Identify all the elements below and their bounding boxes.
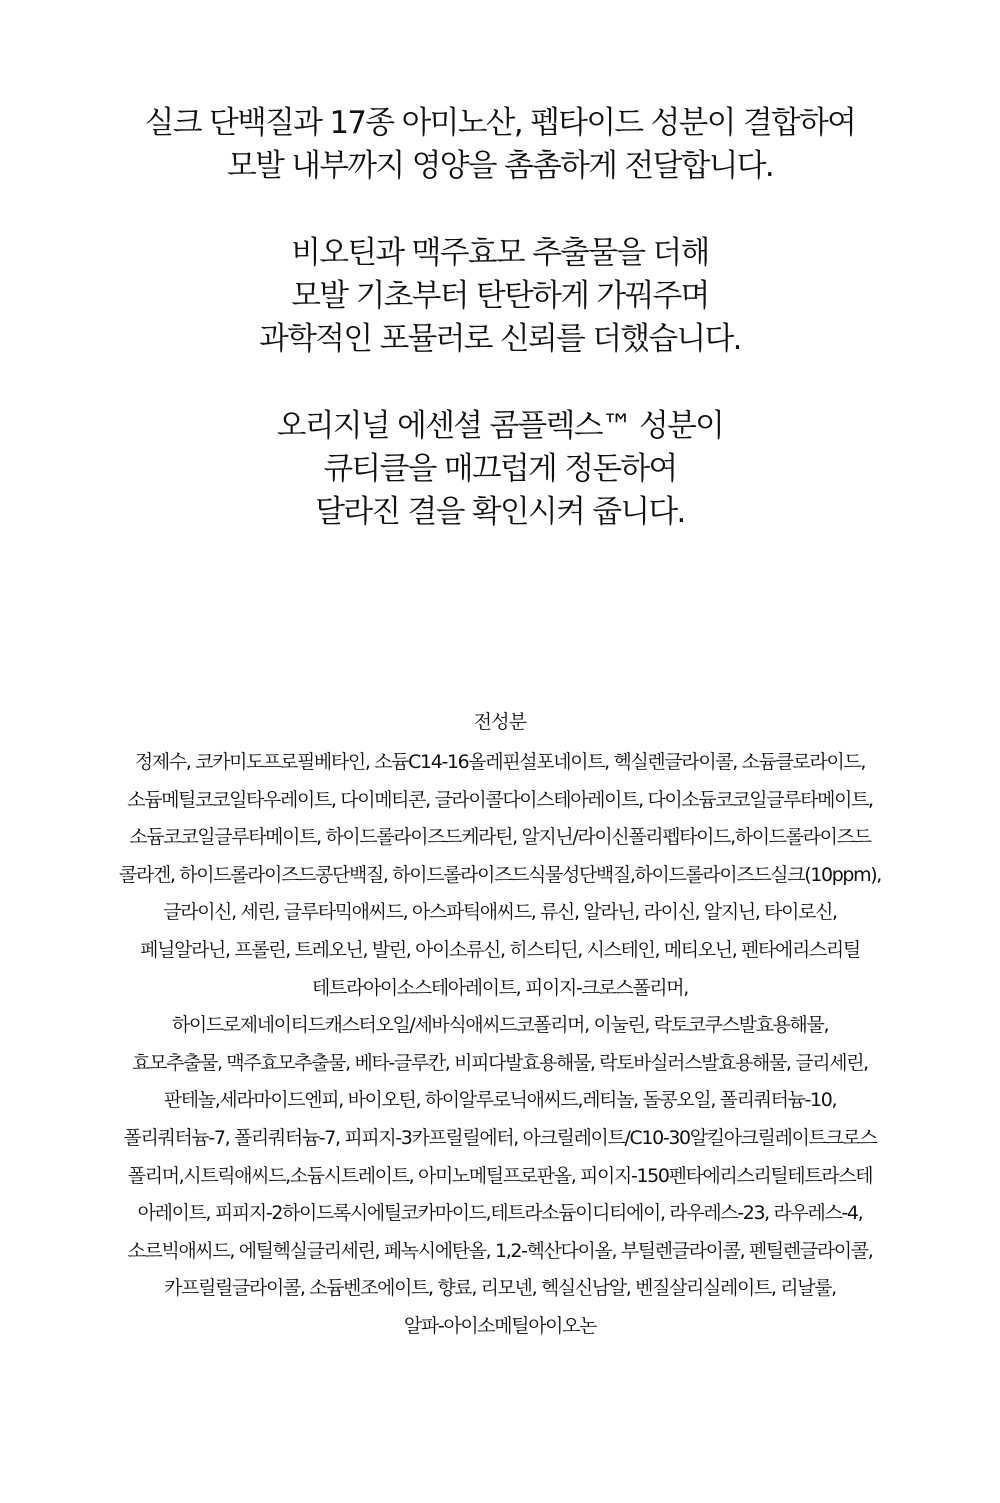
ingredients-line: 테트라아이소스테아레이트, 피이지-크로스폴리머, [312,976,688,999]
intro-paragraph-1 [0,102,1000,188]
intro-line: 과학적인 포뮬러로 신뢰를 더했습니다. [259,321,741,357]
ingredients-list [20,744,980,1346]
ingredients-line: 효모추출물, 맥주효모추출물, 베타-글루칸, 비피다발효용해물, 락토바실러스발효용해물, 글리세린, [132,1051,868,1074]
intro-line: 비오틴과 맥주효모 추출물을 더해 [291,235,709,271]
ingredients-line: 알파-아이소메틸아이오논 [403,1314,597,1337]
ingredients-line: 판테놀,세라마이드엔피, 바이오틴, 하이알루로닉애씨드,레티놀, 돌콩오일, 폴리쿼터늄-10, [163,1089,837,1112]
intro-line: 모발 내부까지 영양을 촘촘하게 전달합니다. [227,148,773,184]
intro-line: 달라진 결을 확인시켜 줍니다. [315,494,685,530]
ingredients-line: 폴리머,시트릭애씨드,소듐시트레이트, 아미노메틸프로판올, 피이지-150펜타에리스리틸테트라스테 [127,1164,873,1187]
ingredients-line: 페닐알라닌, 프롤린, 트레오닌, 발린, 아이소류신, 히스티딘, 시스테인, 메티오닌, 펜타에리스리틸 [140,938,860,961]
ingredients-line: 소듐메틸코코일타우레이트, 다이메티콘, 글라이콜다이스테아레이트, 다이소듐코코일글루타메이트, [127,788,873,811]
ingredients-line: 소르빅애씨드, 에틸헥실글리세린, 페녹시에탄올, 1,2-헥산다이올, 부틸렌글라이콜, 펜틸렌글라이콜, [127,1239,873,1262]
intro-line: 오리지널 에센셜 콤플렉스™ 성분이 [276,408,724,444]
ingredients-line: 콜라겐, 하이드롤라이즈드콩단백질, 하이드롤라이즈드식물성단백질,하이드롤라이즈드실크(10ppm), [119,863,881,886]
ingredients-section [20,706,980,1346]
ingredients-line: 카프릴릴글라이콜, 소듐벤조에이트, 향료, 리모넨, 헥실신남알, 벤질살리실레이트, 리날룰, [164,1277,836,1300]
ingredients-line: 폴리쿼터늄-7, 폴리쿼터늄-7, 피피지-3카프릴릴에터, 아크릴레이트/C10-30알킬아크릴레이트크로스 [123,1126,877,1149]
ingredients-line: 아레이트, 피피지-2하이드록시에틸코카마이드,테트라소듐이디티에이, 라우레스-23, 라우레스-4, [137,1202,863,1225]
intro-copy [0,102,1000,578]
intro-line: 모발 기초부터 탄탄하게 가꿔주며 [291,278,709,314]
ingredients-line: 정제수, 코카미도프로필베타인, 소듐C14-16올레핀설포네이트, 헥실렌글라이콜, 소듐클로라이드, [134,751,866,773]
ingredients-line: 소듐코코일글루타메이트, 하이드롤라이즈드케라틴, 알지닌/라이신폴리펩타이드,하이드롤라이즈드 [129,826,871,849]
ingredients-title: 전성분 [473,711,527,733]
intro-paragraph-3 [0,405,1000,534]
ingredients-line: 하이드로제네이티드캐스터오일/세바식애씨드코폴리머, 이눌린, 락토코쿠스발효용해물, [171,1014,829,1037]
intro-line: 큐티클을 매끄럽게 정돈하여 [323,451,677,487]
ingredients-line: 글라이신, 세린, 글루타믹애씨드, 아스파틱애씨드, 류신, 알라닌, 라이신, 알지닌, 타이로신, [163,901,837,924]
intro-paragraph-2 [0,232,1000,361]
intro-line: 실크 단백질과 17종 아미노산, 펩타이드 성분이 결합하여 [144,105,856,141]
